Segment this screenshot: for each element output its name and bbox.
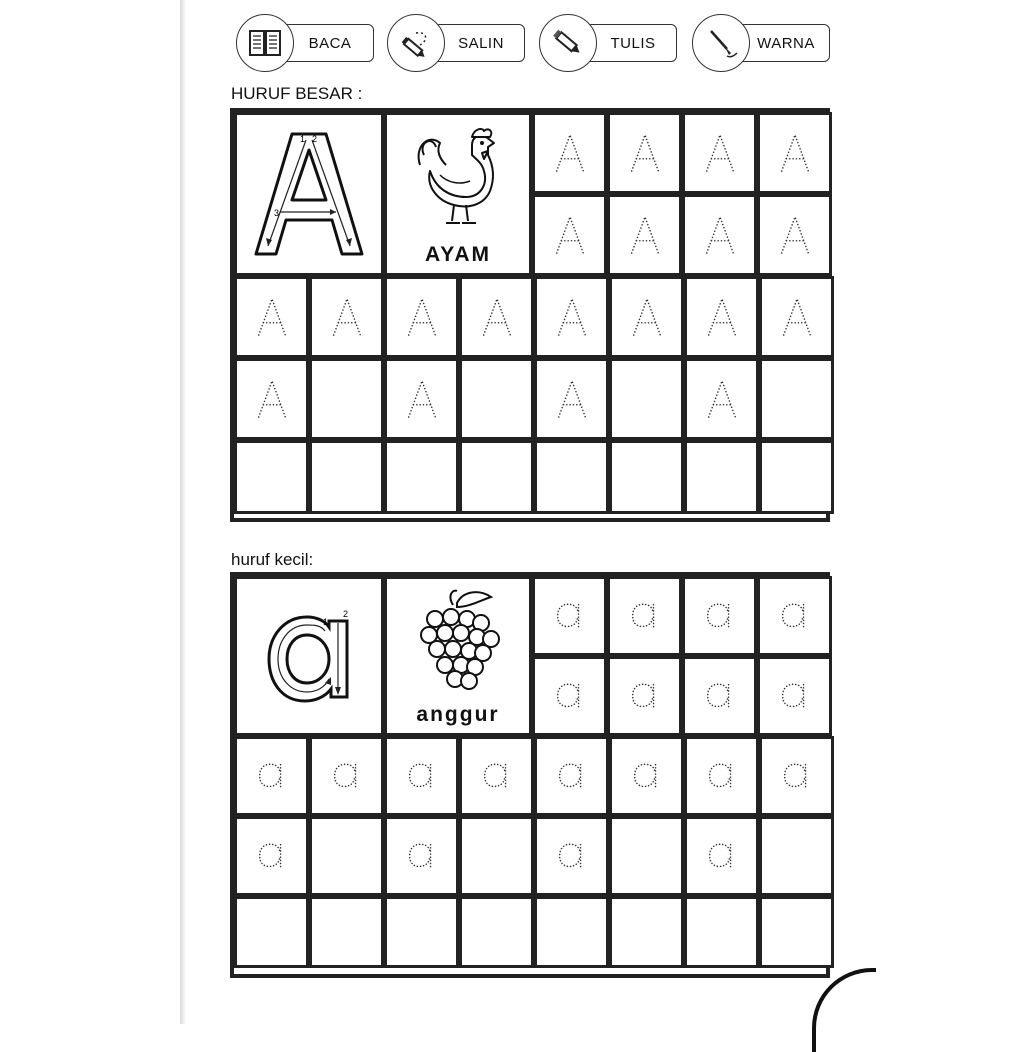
blank-writing-cell — [309, 358, 384, 440]
trace-cell — [684, 816, 759, 896]
brush-icon — [692, 14, 750, 72]
blank-writing-cell — [459, 896, 534, 968]
trace-cell — [682, 576, 757, 656]
picture-rooster-cell — [384, 112, 532, 276]
blank-writing-cell — [234, 440, 309, 514]
trace-cell — [532, 576, 607, 656]
trace-cell — [609, 736, 684, 816]
trace-cell — [759, 276, 834, 358]
blank-writing-cell — [609, 358, 684, 440]
trace-cell — [607, 112, 682, 194]
instruction-label: SALIN — [458, 34, 504, 52]
trace-cell — [532, 112, 607, 194]
trace-cell — [684, 736, 759, 816]
blank-writing-cell — [609, 440, 684, 514]
trace-cell — [309, 276, 384, 358]
blank-writing-cell — [759, 440, 834, 514]
blank-writing-cell — [234, 896, 309, 968]
trace-cell — [384, 276, 459, 358]
uppercase-section-title: HURUF BESAR : — [231, 84, 363, 103]
trace-cell — [384, 736, 459, 816]
pencil-trace-icon — [387, 14, 445, 72]
trace-cell — [757, 656, 832, 736]
blank-writing-cell — [309, 896, 384, 968]
trace-cell — [532, 194, 607, 276]
stroke-number-2: 2 — [343, 609, 349, 619]
stroke-number-1: 1 — [300, 134, 306, 144]
uppercase-practice-grid — [230, 108, 830, 522]
picture-grapes-cell — [384, 576, 532, 736]
blank-writing-cell — [309, 440, 384, 514]
trace-cell — [607, 656, 682, 736]
trace-cell — [534, 358, 609, 440]
trace-cell — [459, 276, 534, 358]
trace-cell — [607, 576, 682, 656]
trace-cell — [757, 194, 832, 276]
blank-writing-cell — [534, 896, 609, 968]
stroke-number-3: 3 — [274, 208, 280, 218]
trace-cell — [384, 358, 459, 440]
trace-cell — [682, 112, 757, 194]
stroke-number-1: 1 — [323, 617, 329, 627]
blank-writing-cell — [609, 816, 684, 896]
trace-cell — [609, 276, 684, 358]
stroke-number-2: 2 — [312, 134, 318, 144]
blank-writing-cell — [384, 440, 459, 514]
blank-writing-cell — [459, 440, 534, 514]
trace-cell — [534, 816, 609, 896]
blank-writing-cell — [759, 816, 834, 896]
picture-word: AYAM — [425, 243, 491, 266]
blank-writing-cell — [384, 896, 459, 968]
blank-writing-cell — [459, 358, 534, 440]
book-icon — [236, 14, 294, 72]
lowercase-section-title: huruf kecil: — [231, 550, 314, 569]
trace-cell — [384, 816, 459, 896]
trace-cell — [757, 576, 832, 656]
trace-cell — [459, 736, 534, 816]
picture-word: anggur — [416, 703, 500, 726]
blank-writing-cell — [684, 896, 759, 968]
trace-cell — [682, 194, 757, 276]
trace-cell — [682, 656, 757, 736]
grapes-icon — [387, 589, 529, 693]
trace-cell — [759, 736, 834, 816]
pencil-icon — [539, 14, 597, 72]
blank-writing-cell — [309, 816, 384, 896]
trace-cell — [534, 276, 609, 358]
blank-writing-cell — [534, 440, 609, 514]
lowercase-practice-grid — [230, 572, 830, 978]
trace-cell — [534, 736, 609, 816]
blank-writing-cell — [684, 440, 759, 514]
trace-cell — [684, 358, 759, 440]
blank-writing-cell — [459, 816, 534, 896]
page-curl-edge — [812, 968, 876, 1052]
trace-cell — [757, 112, 832, 194]
blank-writing-cell — [759, 358, 834, 440]
trace-cell — [607, 194, 682, 276]
blank-writing-cell — [609, 896, 684, 968]
trace-cell — [234, 276, 309, 358]
trace-cell — [309, 736, 384, 816]
instruction-label: WARNA — [757, 34, 815, 52]
trace-cell — [234, 358, 309, 440]
instruction-label: TULIS — [610, 34, 656, 52]
page-gutter-shadow — [180, 0, 186, 1024]
trace-cell — [234, 816, 309, 896]
trace-cell — [684, 276, 759, 358]
model-letter-lowercase — [234, 576, 384, 736]
instruction-label: BACA — [308, 34, 352, 52]
rooster-icon — [387, 125, 529, 235]
trace-cell — [532, 656, 607, 736]
model-letter-uppercase — [234, 112, 384, 276]
trace-cell — [234, 736, 309, 816]
blank-writing-cell — [759, 896, 834, 968]
